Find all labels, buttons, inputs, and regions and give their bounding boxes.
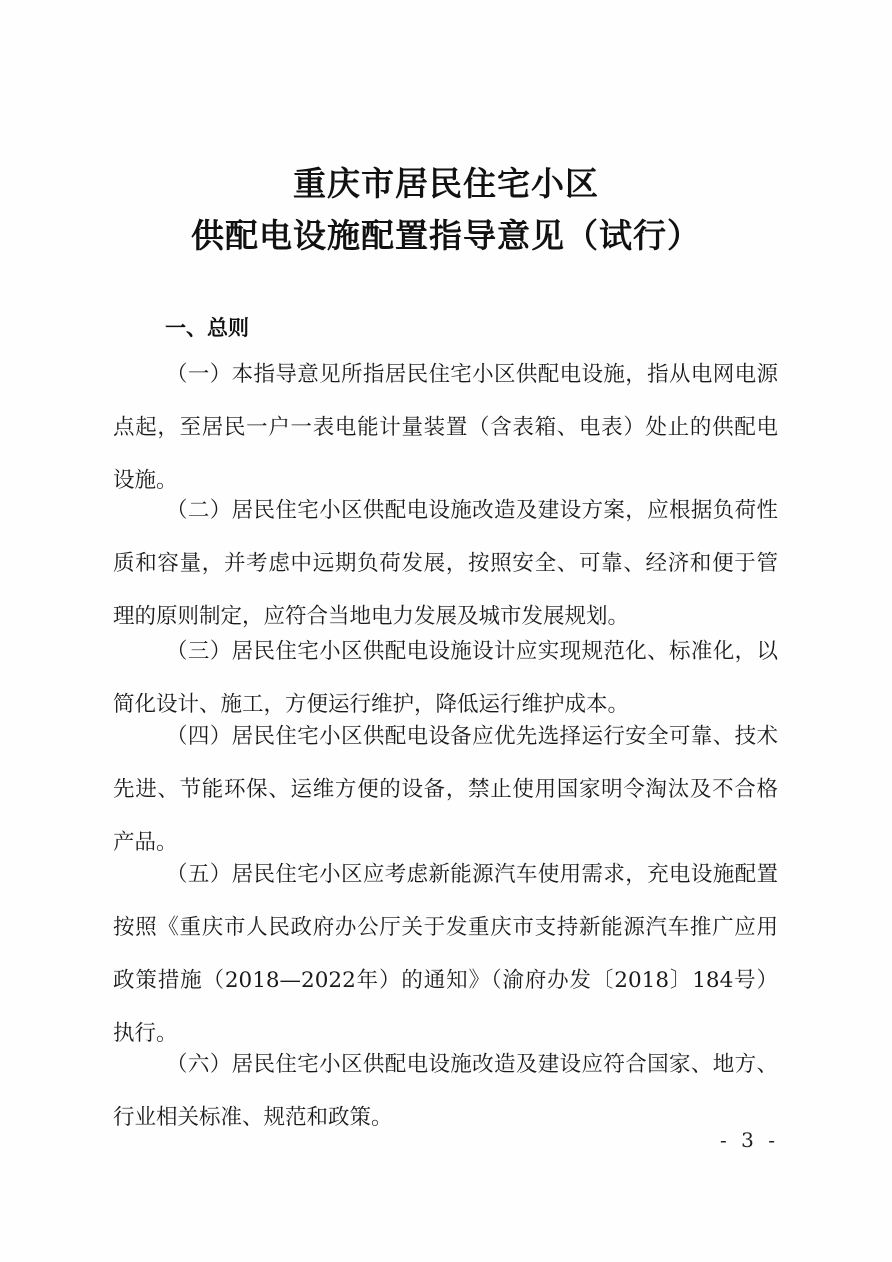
document-title-line2: 供配电设施配置指导意见（试行） bbox=[191, 216, 701, 255]
paragraph-2: （二）居民住宅小区供配电设施改造及建设方案，应根据负荷性质和容量，并考虑中远期负荷发展，按照安全、可靠、经济和便于管理的原则制定，应符合当地电力发展及城市发展规划。 bbox=[113, 498, 778, 629]
paragraph-3: （三）居民住宅小区供配电设施设计应实现规范化、标准化，以简化设计、施工，方便运行维护，降低运行维护成本。 bbox=[113, 639, 778, 717]
page-number: - 3 - bbox=[720, 1128, 779, 1152]
section-heading: 一、总则 bbox=[165, 316, 249, 340]
document-title-line1: 重庆市居民住宅小区 bbox=[293, 164, 599, 203]
paragraph-5: （五）居民住宅小区应考虑新能源汽车使用需求，充电设施配置按照《重庆市人民政府办公厅关于发重庆市支持新能源汽车推广应用政策措施（2018—2022年）的通知》（渝府办发〔2018〕184号）执行。 bbox=[113, 862, 778, 1046]
paragraph-1: （一）本指导意见所指居民住宅小区供配电设施，指从电网电源点起，至居民一户一表电能计量装置（含表箱、电表）处止的供配电设施。 bbox=[113, 362, 778, 493]
paragraph-4: （四）居民住宅小区供配电设备应优先选择运行安全可靠、技术先进、节能环保、运维方便的设备，禁止使用国家明令淘汰及不合格产品。 bbox=[113, 724, 778, 855]
paragraph-6: （六）居民住宅小区供配电设施改造及建设应符合国家、地方、行业相关标准、规范和政策。 bbox=[113, 1052, 778, 1130]
